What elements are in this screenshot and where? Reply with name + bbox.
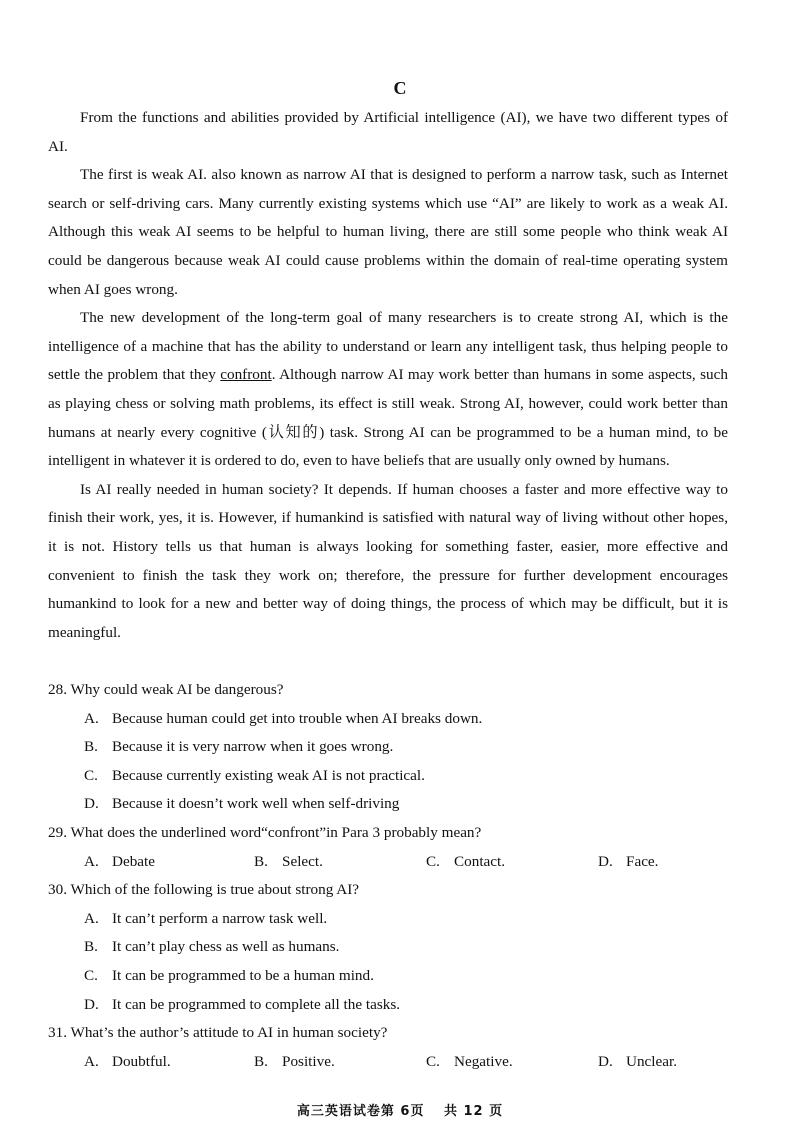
question-28 xyxy=(48,676,748,819)
option-text: Positive. xyxy=(282,1052,335,1070)
option-c[interactable] xyxy=(426,1048,598,1077)
option-label: B. xyxy=(84,738,98,756)
option-label: C. xyxy=(426,852,440,870)
passage-paragraph-2: The first is weak AI. also known as narrow AI that is designed to perform a narrow task, such as Internet search or self-driving cars. Many currently existing systems which use “AI” are likely to work as a weak AI. Although this weak AI seems to be helpful to human living, there are still some people who think weak AI could be dangerous because weak AI could cause problems within the domain of real-time operating system when AI goes wrong. xyxy=(48,166,728,298)
section-letter: C xyxy=(393,78,407,98)
option-text: It can’t perform a narrow task well. xyxy=(112,909,328,927)
paragraph-3-text-before: The new development of the long-term goal of many researchers is to create strong AI, which is the intelligence of a machine that has the ability to understand or learn any intelligent task, thus helping people to settle the problem that they xyxy=(48,309,728,384)
option-label: C. xyxy=(84,966,98,984)
passage-paragraph-4: Is AI really needed in human society? It depends. If human chooses a faster and more effective way to finish their work, yes, it is. However, if humankind is satisfied with natural way of living without other hopes, it is not. History tells us that human is always looking for something faster, easier, more effective and convenient to finish the task they work on; therefore, the pressure for further development encourages humankind to look for a new and better way of doing things, the process of which may be difficult, but it is meaningful. xyxy=(48,480,728,641)
question-stem: 30. Which of the following is true about strong AI? xyxy=(48,881,360,899)
paragraph-3-text-after: . Although narrow AI may work better than humans in some aspects, such as playing chess or solving math problems, its effect is still weak. Strong AI, however, could work better than humans at nearly every cognitive (认知的) task. Strong AI can be programmed to be a human mind, to be intelligent in whatever it is ordered to do, even to have beliefs that are usually only owned by humans. xyxy=(48,366,728,470)
option-text: Doubtful. xyxy=(112,1052,171,1070)
option-label: B. xyxy=(254,1052,268,1070)
option-label: A. xyxy=(84,909,99,927)
question-list xyxy=(48,676,748,1076)
option-text: Debate xyxy=(112,852,156,870)
option-label: B. xyxy=(84,938,98,956)
question-31 xyxy=(48,1019,748,1076)
option-text: Because currently existing weak AI is not practical. xyxy=(112,766,425,784)
question-stem: 28. Why could weak AI be dangerous? xyxy=(48,681,284,698)
option-b[interactable] xyxy=(84,933,748,962)
passage-paragraph-3 xyxy=(48,304,728,476)
option-label: C. xyxy=(84,766,98,784)
question-29 xyxy=(48,819,748,876)
option-a[interactable] xyxy=(84,905,748,934)
option-label: A. xyxy=(84,1052,99,1070)
option-b[interactable] xyxy=(254,848,426,877)
option-label: A. xyxy=(84,709,99,727)
option-a[interactable] xyxy=(84,848,254,877)
reading-passage xyxy=(48,104,728,647)
option-text: It can be programmed to complete all the tasks. xyxy=(112,995,401,1013)
option-d[interactable] xyxy=(84,790,748,819)
option-a[interactable] xyxy=(84,1048,254,1077)
option-d[interactable] xyxy=(84,991,748,1020)
option-a[interactable] xyxy=(84,705,748,734)
option-text: Select. xyxy=(282,852,323,870)
page-footer: 高三英语试卷第 6页 共 12 页 xyxy=(296,1104,504,1119)
option-label: D. xyxy=(598,852,613,870)
question-stem: 31. What’s the author’s attitude to AI in human society? xyxy=(48,1024,388,1042)
option-d[interactable] xyxy=(598,848,658,877)
option-label: A. xyxy=(84,852,99,870)
option-label: B. xyxy=(254,852,268,870)
passage-paragraph-1: From the functions and abilities provided by Artificial intelligence (AI), we have two different types of AI. xyxy=(48,109,728,155)
option-text: Negative. xyxy=(454,1052,513,1070)
question-30 xyxy=(48,876,748,1019)
option-label: D. xyxy=(84,995,99,1013)
option-text: Because it is very narrow when it goes wrong. xyxy=(112,738,394,756)
option-row xyxy=(84,1048,748,1077)
option-text: Unclear. xyxy=(626,1052,678,1070)
option-text: Because human could get into trouble when AI breaks down. xyxy=(112,709,483,727)
option-text: Because it doesn’t work well when self-driving xyxy=(112,795,400,813)
option-row xyxy=(84,848,748,877)
option-text: Face. xyxy=(626,852,659,870)
option-b[interactable] xyxy=(254,1048,426,1077)
question-stem: 29. What does the underlined word“confront”in Para 3 probably mean? xyxy=(48,823,482,841)
option-text: It can be programmed to be a human mind. xyxy=(112,966,374,984)
option-label: D. xyxy=(84,795,99,813)
option-c[interactable] xyxy=(84,962,748,991)
option-c[interactable] xyxy=(426,848,598,877)
option-d[interactable] xyxy=(598,1048,677,1077)
underlined-word-confront: confront xyxy=(220,366,272,384)
option-label: D. xyxy=(598,1052,613,1070)
option-b[interactable] xyxy=(84,733,748,762)
option-c[interactable] xyxy=(84,762,748,791)
option-text: Contact. xyxy=(454,852,506,870)
option-label: C. xyxy=(426,1052,440,1070)
option-text: It can’t play chess as well as humans. xyxy=(112,938,340,956)
